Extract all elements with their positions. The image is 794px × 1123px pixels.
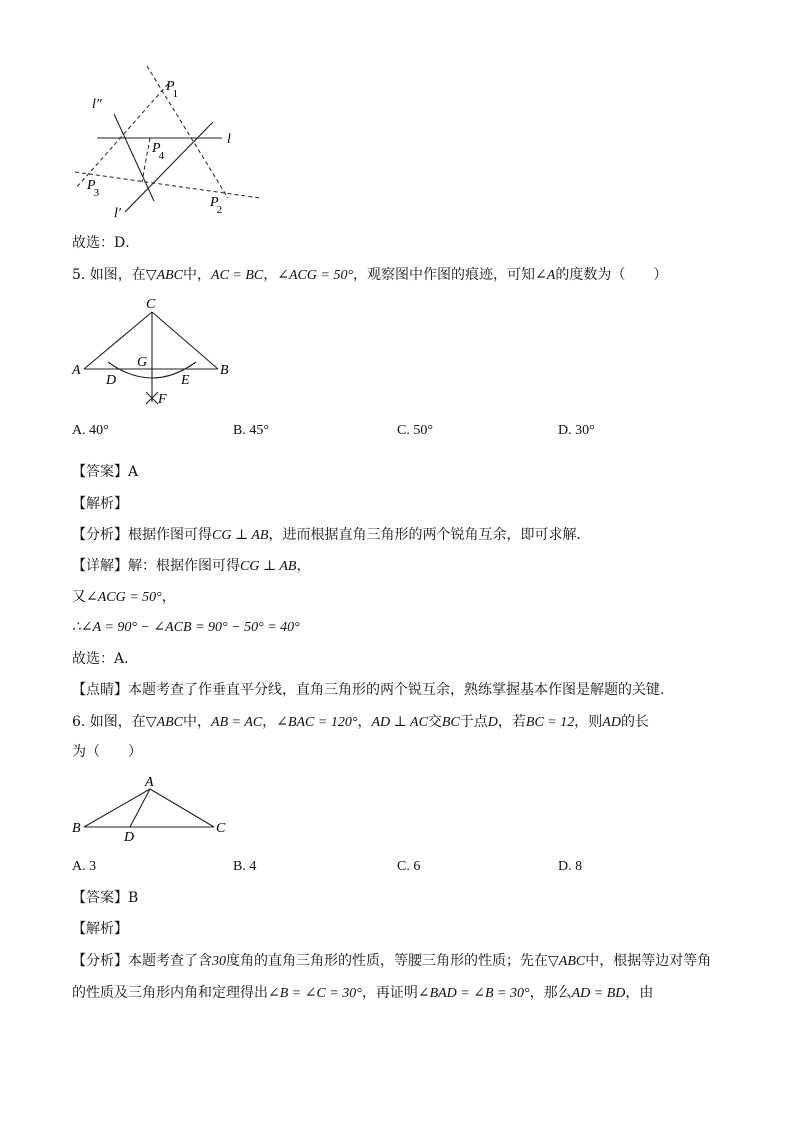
q5-option-a[interactable]: A. 40°: [72, 423, 109, 438]
label-A: A: [72, 363, 81, 378]
dashed-p3-p2: [75, 172, 260, 198]
label-F: F: [158, 392, 167, 407]
label-C: C: [146, 297, 156, 312]
q6-stem-line1: 6. 如图，在▽ABC中，AB = AC，∠BAC = 120°，AD ⊥ AC交BC于点D，若BC = 12，则AD的长: [72, 714, 649, 730]
side-AC: [150, 789, 214, 827]
q6-analysis-heading: 【解析】: [72, 921, 128, 937]
q6-fenxi-line2: 的性质及三角形内角和定理得出∠B = ∠C = 30°，再证明∠BAD = ∠B = 30°，那么AD = BD，由: [72, 985, 654, 1001]
q5-answer: 【答案】A: [72, 464, 139, 480]
q5-option-c[interactable]: C. 50°: [397, 423, 433, 438]
label-P1: P1: [166, 79, 179, 100]
q6-stem-line2: 为（ ）: [72, 744, 142, 760]
q6-option-d[interactable]: D. 8: [558, 859, 583, 874]
q5-fenxi: 【分析】根据作图可得CG ⊥ AB，进而根据直角三角形的两个锐角互余，即可求解．: [72, 527, 591, 543]
q5-xiangjie: 【详解】解：根据作图可得CG ⊥ AB，: [72, 558, 311, 574]
q6-option-c[interactable]: C. 6: [397, 859, 421, 874]
label-D: D: [124, 830, 135, 844]
q5-step2: ∴∠A = 90° − ∠ACB = 90° − 50° = 40°: [72, 620, 300, 635]
dashed-p1-left: [76, 84, 168, 188]
label-G: G: [137, 355, 148, 370]
q5-stem: 5. 如图，在▽ABC中，AC = BC，∠ACG = 50°，观察图中作图的痕迹，可知∠A的度数为（ ）: [72, 267, 668, 283]
label-P4: P4: [152, 141, 165, 162]
dashed-p4: [142, 138, 150, 182]
q6-fenxi-line1: 【分析】本题考查了含30度角的直角三角形的性质，等腰三角形的性质；先在▽ABC中，根据等边对等角: [72, 953, 712, 969]
label-l-prime: l′: [114, 206, 121, 221]
label-B: B: [220, 363, 229, 378]
q5-dianjing: 【点睛】本题考查了作垂直平分线，直角三角形的两个锐互余，熟练掌握基本作图是解题的关键．: [72, 682, 674, 698]
q5-option-d[interactable]: D. 30°: [558, 423, 595, 438]
q6-answer: 【答案】B: [72, 890, 139, 906]
label-A: A: [145, 775, 154, 790]
q4-conclusion: 故选：D．: [72, 235, 140, 251]
label-P3: P3: [87, 178, 100, 199]
label-E: E: [181, 373, 190, 388]
q5-step1: 又∠ACG = 50°，: [72, 589, 176, 605]
label-l-double-prime: l″: [92, 97, 102, 112]
label-B: B: [72, 821, 81, 836]
figure-q6-triangle: [68, 772, 238, 844]
label-D: D: [106, 373, 117, 388]
q6-option-b[interactable]: B. 4: [233, 859, 257, 874]
q5-conclusion: 故选：A．: [72, 651, 139, 667]
label-C: C: [216, 821, 226, 836]
label-P2: P2: [210, 195, 223, 216]
q5-option-b[interactable]: B. 45°: [233, 423, 269, 438]
dashed-p1-right: [147, 66, 228, 198]
figure-q5-triangle: [68, 294, 238, 410]
side-CB: [152, 312, 218, 369]
q6-option-a[interactable]: A. 3: [72, 859, 97, 874]
figure-perpendicular-construction: [70, 62, 270, 224]
label-l: l: [227, 132, 231, 147]
q5-analysis-heading: 【解析】: [72, 496, 128, 512]
line-l-double-prime: [114, 114, 154, 201]
